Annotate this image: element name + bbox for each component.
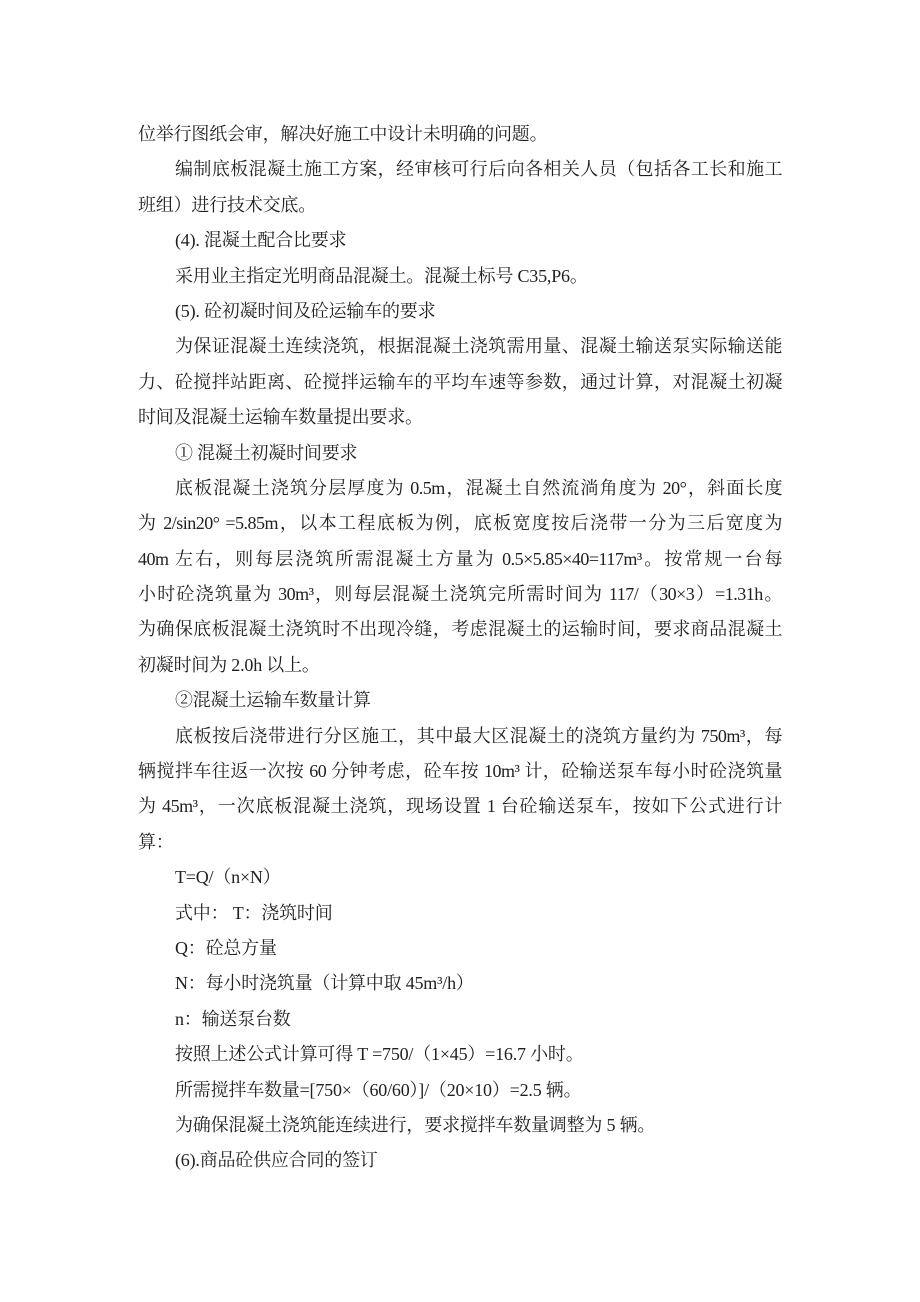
document-line: T=Q/（n×N） (175, 867, 281, 888)
document-line: 辆搅拌车往返一次按 60 分钟考虑，砼车按 10m³ 计，砼输送泵车每小时砼浇筑量 (138, 761, 782, 782)
document-line: 按照上述公式计算可得 T =750/（1×45）=16.7 小时。 (175, 1044, 584, 1065)
document-line: 时间及混凝土运输车数量提出要求。 (138, 407, 423, 428)
document-line: n：输送泵台数 (175, 1008, 291, 1029)
document-line: 为 45m³，一次底板混凝土浇筑，现场设置 1 台砼输送泵车，按如下公式进行计 (138, 796, 782, 817)
document-line: ① 混凝土初凝时间要求 (175, 442, 358, 463)
document-line: (5). 砼初凝时间及砼运输车的要求 (175, 300, 436, 321)
document-line: 位举行图纸会审，解决好施工中设计未明确的问题。 (138, 124, 548, 144)
document-line: 编制底板混凝土施工方案，经审核可行后向各相关人员（包括各工长和施工 (175, 159, 782, 180)
document-line: 为保证混凝土连续浇筑，根据混凝土浇筑需用量、混凝土输送泵实际输送能 (175, 336, 782, 357)
document-line: 采用业主指定光明商品混凝土。混凝土标号 C35,P6。 (175, 265, 588, 286)
document-line: 力、砼搅拌站距离、砼搅拌运输车的平均车速等参数，通过计算，对混凝土初凝 (138, 371, 782, 392)
document-line: 为确保底板混凝土浇筑时不出现冷缝，考虑混凝土的运输时间，要求商品混凝土 (138, 619, 782, 640)
document-line: (6).商品砼供应合同的签订 (175, 1150, 378, 1171)
document-line: Q：砼总方量 (175, 937, 277, 958)
document-line: 40m 左右，则每层浇筑所需混凝土方量为 0.5×5.85×40=117m³。按常规一台每 (138, 548, 782, 569)
document-line: 底板混凝土浇筑分层厚度为 0.5m，混凝土自然流淌角度为 20°，斜面长度 (175, 477, 782, 498)
document-line: 算： (138, 831, 174, 852)
document-line: 为确保混凝土浇筑能连续进行，要求搅拌车数量调整为 5 辆。 (175, 1114, 656, 1135)
document-line: 底板按后浇带进行分区施工，其中最大区混凝土的浇筑方量约为 750m³，每 (175, 725, 782, 746)
document-line: 所需搅拌车数量=[750×（60/60）]/（20×10）=2.5 辆。 (175, 1079, 582, 1100)
document-text-block (138, 117, 782, 1179)
document-line: 小时砼浇筑量为 30m³，则每层混凝土浇筑完所需时间为 117/（30×3）=1.31h。 (138, 584, 782, 605)
document-line: ②混凝土运输车数量计算 (175, 690, 371, 711)
document-line: 班组）进行技术交底。 (138, 194, 316, 215)
document-line: N：每小时浇筑量（计算中取 45m³/h） (175, 973, 474, 994)
document-line: 为 2/sin20° =5.85m，以本工程底板为例，底板宽度按后浇带一分为三后宽度为 (138, 513, 782, 534)
document-line: (4). 混凝土配合比要求 (175, 230, 347, 251)
document-line: 初凝时间为 2.0h 以上。 (138, 654, 320, 675)
document-line: 式中： T：浇筑时间 (175, 902, 333, 923)
